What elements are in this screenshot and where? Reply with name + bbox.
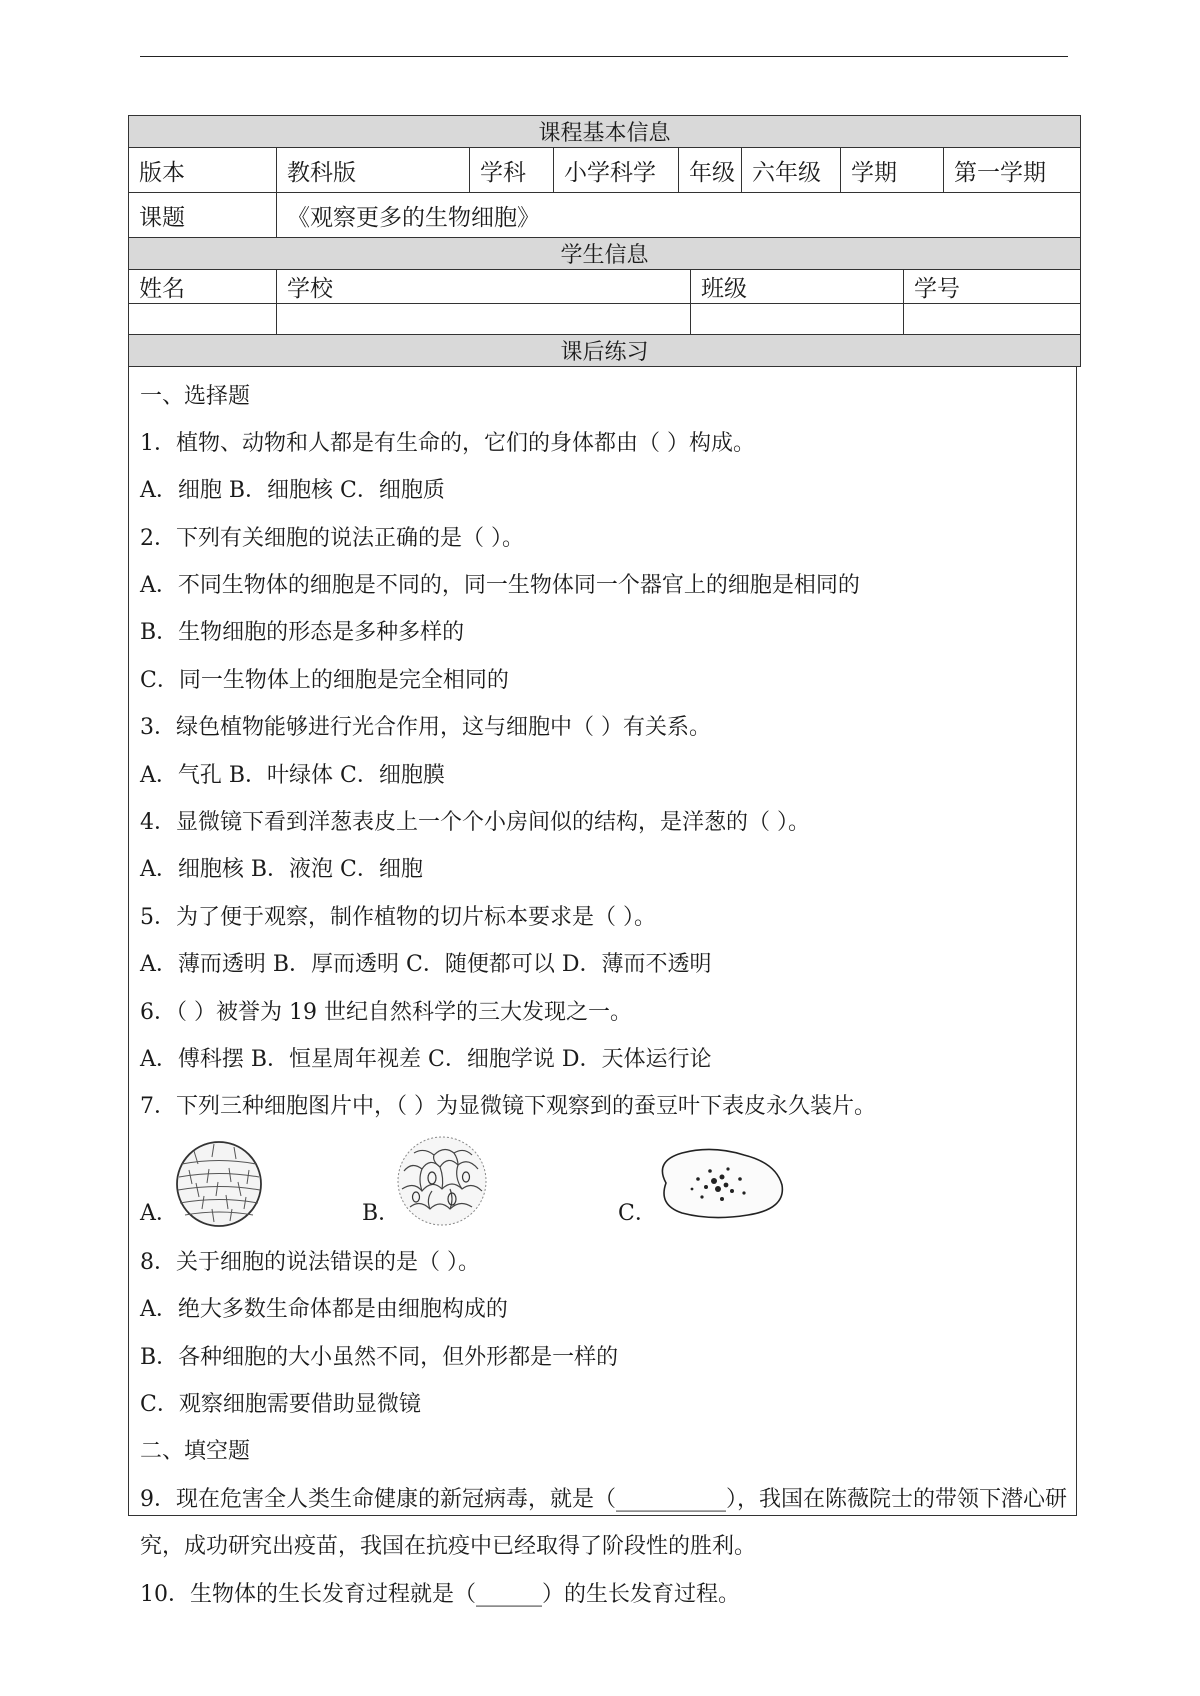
class-field[interactable]: [691, 303, 904, 334]
school-label: 学校: [277, 269, 691, 303]
question-5: 5．为了便于观察，制作植物的切片标本要求是（ ）。: [140, 904, 656, 930]
student-id-label: 学号: [904, 269, 1081, 303]
question-5-options: A．薄而透明 B．厚而透明 C．随便都可以 D．薄而不透明: [140, 952, 712, 978]
question-9: 9．现在危害全人类生命健康的新冠病毒，就是（__________），我国在陈薇院士的带领下潜心研究，成功研究出疫苗，我国在抗疫中已经取得了阶段性的胜利。: [140, 1486, 1067, 1560]
name-label: 姓名: [129, 269, 277, 303]
question-4: 4．显微镜下看到洋葱表皮上一个个小房间似的结构，是洋葱的（ ）。: [140, 810, 810, 836]
course-info-header: 课程基本信息: [129, 116, 1081, 148]
grade-label: 年级: [679, 148, 742, 193]
section-title-fill-blank: 二、填空题: [140, 1439, 251, 1465]
question-6: 6．（ ）被誉为 19 世纪自然科学的三大发现之一。: [140, 999, 632, 1025]
leaf-epidermis-cell-image: [392, 1131, 492, 1231]
question-1: 1．植物、动物和人都是有生命的，它们的身体都由（ ）构成。: [140, 430, 755, 456]
subject-value: 小学科学: [554, 148, 679, 193]
exercise-body: [140, 373, 1068, 1618]
exercise-header: 课后练习: [129, 334, 1081, 366]
grade-value: 六年级: [742, 148, 841, 193]
student-info-table: [128, 237, 1081, 367]
oral-epithelial-cell-image: [652, 1143, 786, 1223]
question-1-options: A．细胞 B．细胞核 C．细胞质: [140, 478, 445, 504]
figure-option-c-label: C．: [618, 1200, 657, 1226]
question-8-option-b: B．各种细胞的大小虽然不同，但外形都是一样的: [140, 1344, 619, 1370]
onion-epidermis-cell-image: [174, 1139, 264, 1229]
term-label: 学期: [841, 148, 944, 193]
question-4-options: A．细胞核 B．液泡 C．细胞: [140, 857, 423, 883]
header-rule: [140, 56, 1068, 57]
class-label: 班级: [691, 269, 904, 303]
question-8: 8．关于细胞的说法错误的是（ ）。: [140, 1249, 480, 1275]
question-2-option-b: B．生物细胞的形态是多种多样的: [140, 620, 465, 646]
subject-label: 学科: [470, 148, 554, 193]
question-10: 10．生物体的生长发育过程就是（______）的生长发育过程。: [140, 1581, 740, 1607]
section-title-choice: 一、选择题: [140, 383, 251, 409]
school-field[interactable]: [277, 303, 691, 334]
question-3-options: A．气孔 B．叶绿体 C．细胞膜: [140, 762, 445, 788]
question-2-option-a: A．不同生物体的细胞是不同的，同一生物体同一个器官上的细胞是相同的: [140, 573, 860, 599]
course-info-table: [128, 115, 1081, 238]
student-id-field[interactable]: [904, 303, 1081, 334]
figure-option-a-label: A．: [140, 1200, 178, 1226]
question-7-figures: [140, 1131, 1068, 1239]
topic-label: 课题: [129, 193, 277, 238]
question-3: 3．绿色植物能够进行光合作用，这与细胞中（ ）有关系。: [140, 715, 711, 741]
question-2-option-c: C．同一生物体上的细胞是完全相同的: [140, 667, 509, 693]
question-7: 7．下列三种细胞图片中，（ ）为显微镜下观察到的蚕豆叶下表皮永久装片。: [140, 1094, 876, 1120]
question-8-option-c: C．观察细胞需要借助显微镜: [140, 1391, 421, 1417]
worksheet: [128, 115, 1080, 1607]
topic-value: 《观察更多的生物细胞》: [277, 193, 1081, 238]
question-2: 2．下列有关细胞的说法正确的是（ ）。: [140, 525, 524, 551]
exercise-section: [128, 367, 1077, 1607]
figure-option-b-label: B．: [362, 1200, 401, 1226]
student-info-header: 学生信息: [129, 237, 1081, 269]
name-field[interactable]: [129, 303, 277, 334]
question-8-option-a: A．绝大多数生命体都是由细胞构成的: [140, 1297, 508, 1323]
term-value: 第一学期: [944, 148, 1081, 193]
edition-label: 版本: [129, 148, 277, 193]
question-6-options: A．傅科摆 B．恒星周年视差 C．细胞学说 D．天体运行论: [140, 1046, 712, 1072]
edition-value: 教科版: [277, 148, 470, 193]
